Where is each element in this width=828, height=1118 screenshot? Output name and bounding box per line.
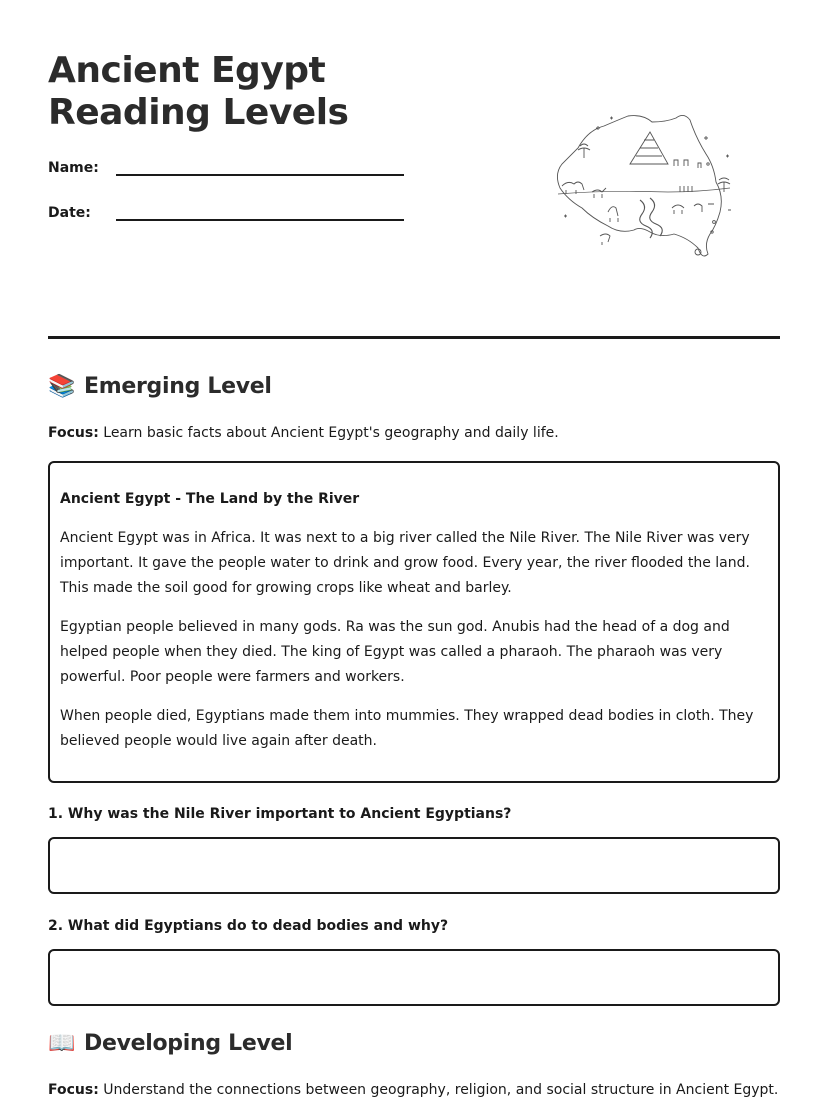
emerging-focus (48, 425, 559, 441)
books-icon: 📚 (48, 374, 76, 399)
egypt-map-illustration (548, 108, 740, 260)
name-label: Name: (48, 160, 99, 176)
story-paragraph: Egyptian people believed in many gods. Ra was the sun god. Anubis had the head of a dog and helped people when they died. The king of Egypt was called a pharaoh. The pharaoh was very powerful. Poor people were farmers and workers. (60, 619, 730, 685)
date-field-row (48, 205, 404, 221)
date-line[interactable] (116, 207, 404, 221)
answer-box-2[interactable] (48, 949, 780, 1006)
question-2: 2. What did Egyptians do to dead bodies and why? (48, 918, 449, 934)
page-title: Ancient Egypt Reading Levels (48, 50, 349, 133)
emerging-focus-text: Learn basic facts about Ancient Egypt's geography and daily life. (103, 425, 559, 441)
developing-focus (48, 1082, 778, 1098)
developing-section-title (48, 1031, 292, 1056)
name-line[interactable] (116, 162, 404, 176)
name-field-row (48, 160, 404, 176)
developing-focus-text: Understand the connections between geography, religion, and social structure in Ancient Egypt. (103, 1082, 779, 1098)
emerging-section-title (48, 374, 272, 399)
emerging-focus-label: Focus: (48, 425, 99, 441)
story-title: Ancient Egypt - The Land by the River (60, 491, 360, 507)
emerging-story-box (48, 461, 780, 783)
date-label: Date: (48, 205, 91, 221)
story-paragraph: Ancient Egypt was in Africa. It was next to a big river called the Nile River. The Nile River was very important. It gave the people water to drink and grow food. Every year, the river flooded the land. This made the soil good for growing crops like wheat and barley. (60, 530, 750, 596)
developing-title-text: Developing Level (84, 1031, 293, 1056)
story-paragraph: When people died, Egyptians made them into mummies. They wrapped dead bodies in cloth. They believed people would live again after death. (60, 708, 754, 749)
open-book-icon: 📖 (48, 1031, 76, 1056)
question-1: 1. Why was the Nile River important to Ancient Egyptians? (48, 806, 512, 822)
answer-box-1[interactable] (48, 837, 780, 894)
header-divider (48, 336, 780, 339)
emerging-title-text: Emerging Level (84, 374, 272, 399)
developing-focus-label: Focus: (48, 1082, 99, 1098)
